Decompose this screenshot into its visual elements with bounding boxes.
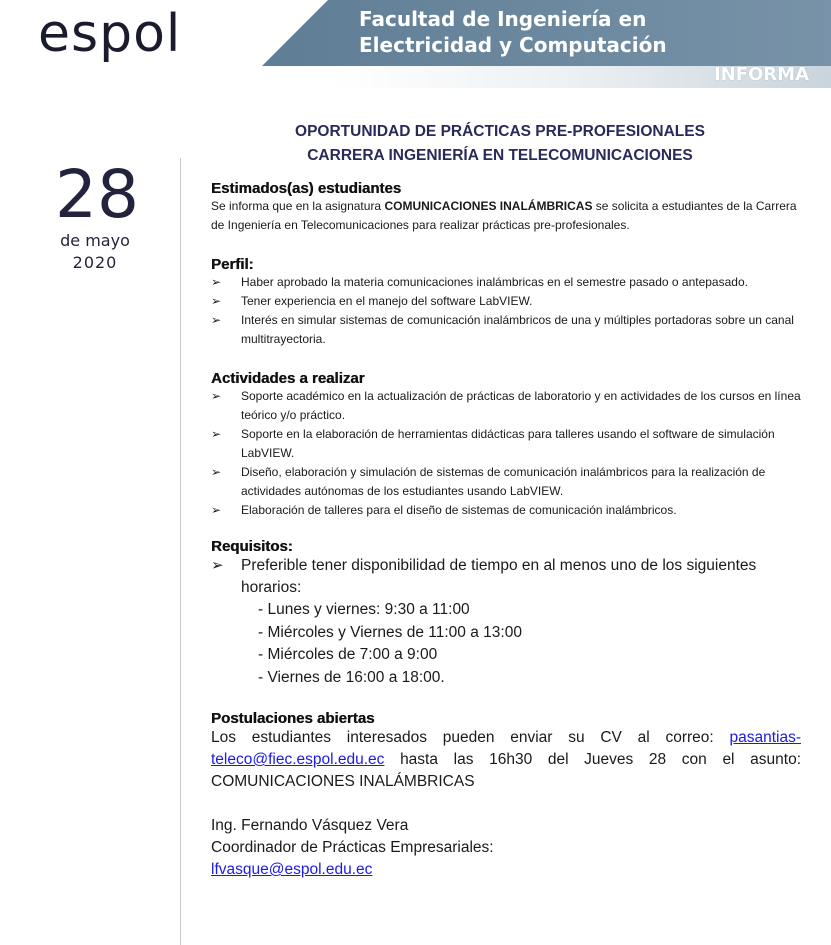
greeting-text (211, 197, 801, 235)
list-item (211, 555, 801, 599)
arrow-bullet-icon: ➢ (211, 503, 222, 517)
list-item (211, 311, 801, 349)
faculty-title (359, 6, 667, 58)
postulaciones-text-after: hasta las 16h30 del Jueves 28 con el asunto: (384, 751, 801, 768)
faculty-line-1: Facultad de Ingeniería en (359, 7, 647, 31)
schedule-item: - Viernes de 16:00 a 18:00. (258, 668, 445, 686)
greeting-text-after: se solicita a estudiantes de la Carrera de Ingeniería en Telecomunicaciones para realizar prácticas pre-profesionales. (211, 199, 797, 232)
perfil-heading: Perfil: (211, 256, 254, 273)
arrow-bullet-icon: ➢ (211, 313, 222, 327)
actividades-item-text: Elaboración de talleres para el diseño de sistemas de comunicación inalámbricos. (241, 503, 677, 517)
arrow-bullet-icon: ➢ (211, 294, 222, 308)
requisitos-list (211, 555, 801, 599)
requisitos-item-text: Preferible tener disponibilidad de tiempo en al menos uno de los siguientes horarios: (241, 557, 757, 596)
arrow-bullet-icon: ➢ (211, 427, 222, 441)
actividades-heading: Actividades a realizar (211, 370, 365, 387)
arrow-bullet-icon: ➢ (211, 389, 222, 403)
list-item (211, 292, 801, 311)
espol-logo: espol (38, 4, 182, 64)
perfil-item-text: Interés en simular sistemas de comunicación inalámbricos de una y múltiples portadoras sobre un canal multitrayectoria. (241, 313, 794, 346)
faculty-line-2: Electricidad y Computación (359, 33, 667, 57)
schedule-item: - Miércoles y Viernes de 11:00 a 13:00 (258, 623, 522, 641)
signature-name: Ing. Fernando Vásquez Vera (211, 817, 409, 834)
list-item (211, 425, 801, 463)
schedule-item: - Miércoles de 7:00 a 9:00 (258, 646, 438, 663)
title-line-2: CARRERA INGENIERÍA EN TELECOMUNICACIONES (307, 147, 693, 164)
page-title (200, 120, 800, 168)
list-item (211, 501, 801, 520)
actividades-list (211, 387, 801, 520)
list-item (211, 273, 801, 292)
postulaciones-text-before: Los estudiantes interesados pueden enviar su CV al correo: (211, 729, 730, 746)
perfil-list (211, 273, 801, 349)
signature-email-link[interactable]: lfvasque@espol.edu.ec (211, 861, 373, 878)
perfil-item-text: Tener experiencia en el manejo del software LabVIEW. (241, 294, 533, 308)
application-email-link[interactable]: pasantias-teleco@fiec.espol.edu.ec (211, 729, 801, 768)
actividades-item-text: Soporte académico en la actualización de prácticas de laboratorio y en actividades de los cursos en línea teórico y/o práctico. (241, 389, 801, 422)
greeting-text-before: Se informa que en la asignatura (211, 199, 385, 213)
list-item (211, 463, 801, 501)
greeting-heading: Estimados(as) estudiantes (211, 180, 402, 197)
date-day: 28 (55, 156, 139, 233)
main-content (211, 180, 801, 881)
requisitos-heading: Requisitos: (211, 538, 293, 555)
signature-role: Coordinador de Prácticas Empresariales: (211, 839, 494, 856)
column-divider (180, 158, 181, 945)
title-line-1: OPORTUNIDAD DE PRÁCTICAS PRE-PROFESIONALES (295, 123, 705, 140)
date-year: 2020 (72, 253, 118, 272)
postulaciones-text (211, 727, 801, 793)
informa-label: INFORMA (713, 64, 809, 85)
arrow-bullet-icon: ➢ (211, 275, 222, 289)
greeting-subject: COMUNICACIONES INALÁMBRICAS (384, 199, 593, 213)
actividades-item-text: Soporte en la elaboración de herramientas didácticas para talleres usando el software de simulación LabVIEW. (241, 427, 775, 460)
list-item (211, 387, 801, 425)
arrow-bullet-icon: ➢ (211, 557, 224, 574)
schedule-item: - Lunes y viernes: 9:30 a 11:00 (258, 601, 470, 618)
arrow-bullet-icon: ➢ (211, 465, 222, 479)
actividades-item-text: Diseño, elaboración y simulación de sistemas de comunicación inalámbricos para la realización de actividades autónomas de los estudiantes usando LabVIEW. (241, 465, 766, 498)
postulaciones-heading: Postulaciones abiertas (211, 710, 375, 727)
perfil-item-text: Haber aprobado la materia comunicaciones inalámbricas en el semestre pasado o antepasado. (241, 275, 748, 289)
postulaciones-subject: COMUNICACIONES INALÁMBRICAS (211, 773, 475, 790)
date-month: de mayo (60, 231, 130, 250)
